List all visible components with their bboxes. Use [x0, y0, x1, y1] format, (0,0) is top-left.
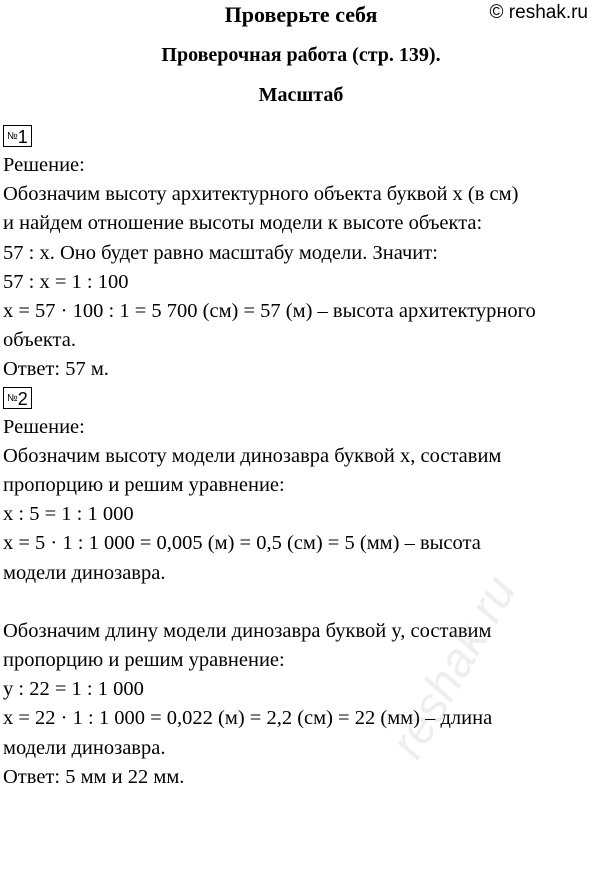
number-sign-icon: № — [7, 392, 18, 404]
number-sign-icon: № — [7, 131, 18, 142]
work-subtitle: Проверочная работа (стр. 139). — [161, 44, 441, 66]
solution-line: x = 5 · 1 : 1 000 = 0,005 (м) = 0,5 (см) = 5 (мм) – высота — [3, 532, 481, 555]
task-number: 2 — [17, 388, 28, 409]
solution-line: модели динозавра. — [3, 736, 166, 759]
solution-line: объекта. — [3, 329, 76, 352]
task-number: 1 — [17, 127, 28, 147]
task-number-badge — [3, 387, 32, 409]
solution-line: 57 : x. Оно будет равно масштабу модели. Значит: — [3, 241, 438, 264]
solution-line: y : 22 = 1 : 1 000 — [3, 678, 144, 701]
solution-line: Обозначим высоту модели динозавра буквой x, составим — [3, 444, 502, 467]
task-number-badge — [3, 125, 32, 147]
solution-line: модели динозавра. — [3, 561, 166, 584]
task-1 — [3, 123, 598, 385]
solution-line: Решение: — [3, 154, 85, 176]
answer-line: Ответ: 57 м. — [3, 358, 109, 381]
answer-line: Ответ: 5 мм и 22 мм. — [3, 765, 185, 788]
solution-line: x = 22 · 1 : 1 000 = 0,022 (м) = 2,2 (см) = 22 (мм) – длина — [3, 707, 493, 730]
watermark: reshak.ru — [380, 567, 527, 767]
solution-line: пропорцию и решим уравнение: — [3, 649, 285, 672]
site-brand[interactable]: © reshak.ru — [489, 2, 588, 23]
solution-line: Обозначим длину модели динозавра буквой y, составим — [3, 619, 492, 642]
solution-content — [3, 123, 598, 792]
topic-title: Масштаб — [258, 84, 344, 106]
solution-line: пропорцию и решим уравнение: — [3, 474, 285, 497]
page-title: Проверьте себя — [224, 2, 378, 27]
solution-line: 57 : x = 1 : 100 — [3, 270, 129, 293]
solution-line: Обозначим высоту архитектурного объекта буквой x (в см) — [3, 183, 519, 206]
solution-line: x = 57 · 100 : 1 = 5 700 (см) = 57 (м) – высота архитектурного — [3, 300, 536, 323]
solution-line: и найдем отношение высоты модели к высоте объекта: — [3, 212, 483, 235]
spacer — [3, 588, 598, 617]
solution-line: Решение: — [3, 415, 85, 438]
task-2 — [3, 385, 598, 792]
solution-line: x : 5 = 1 : 1 000 — [3, 503, 134, 526]
